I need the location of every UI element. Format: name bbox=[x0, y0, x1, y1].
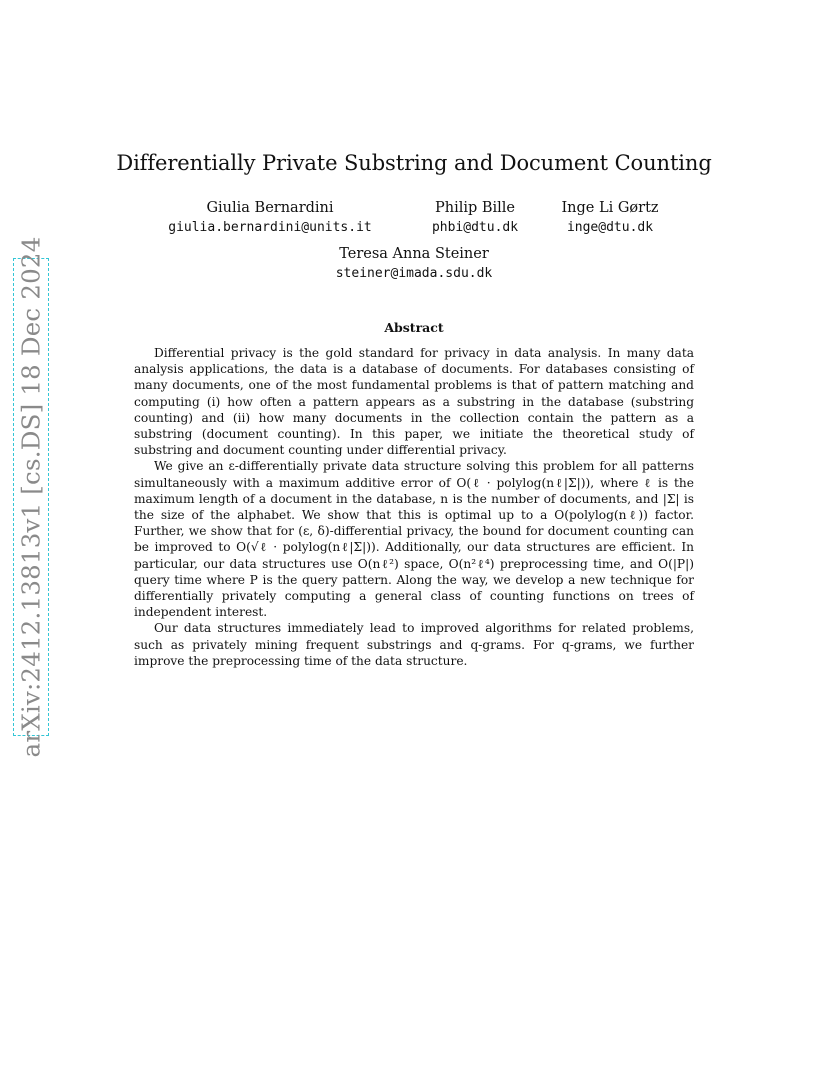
author-block-4 bbox=[314, 245, 514, 283]
author-block-2 bbox=[415, 199, 535, 237]
abstract-paragraph: Our data structures immediately lead to improved algorithms for related problems, such as privately mining frequent substrings and q-grams. For q-grams, we further improve the preprocessing time of the data structure. bbox=[134, 621, 694, 668]
author-name: Inge Li Gørtz bbox=[561, 200, 659, 216]
abstract-paragraph: Differential privacy is the gold standard for privacy in data analysis. In many data analysis applications, the data is a database of documents. For databases consisting of many documents, one of the most fundamental problems is that of pattern matching and computing (i) how often a pattern appears as a substring in the database (substring counting) and (ii) how many documents in the collection contain the pattern as a substring (document counting). In this paper, we initiate the theoretical study of substring and document counting under differential privacy. bbox=[134, 346, 694, 458]
author-name: Philip Bille bbox=[434, 200, 516, 216]
author-email: steiner@imada.sdu.dk bbox=[335, 266, 493, 281]
author-email: giulia.bernardini@units.it bbox=[168, 220, 372, 235]
abstract-heading: Abstract bbox=[384, 320, 444, 335]
author-email: inge@dtu.dk bbox=[566, 220, 654, 235]
arxiv-identifier: arXiv:2412.13813v1 [cs.DS] 18 Dec 2024 bbox=[16, 236, 46, 758]
author-email: phbi@dtu.dk bbox=[431, 220, 519, 235]
author-name: Teresa Anna Steiner bbox=[339, 246, 489, 262]
paper-title: Differentially Private Substring and Document Counting bbox=[116, 151, 712, 175]
abstract-body bbox=[134, 345, 694, 669]
abstract-paragraph: We give an ε-differentially private data structure solving this problem for all patterns simultaneously with a maximum additive error of O(ℓ · polylog(nℓ|Σ|)), where ℓ is the maximum length of a document in the database, n is the number of documents, and |Σ| is the size of the alphabet. We show that this is optimal up to a O(polylog(nℓ)) factor. Further, we show that for (ε, δ)-differential privacy, the bound for document counting can be improved to O(√ℓ · polylog(nℓ|Σ|)). Additionally, our data structures are efficient. In particular, our data structures use O(nℓ²) space, O(n²ℓ⁴) preprocessing time, and O(|P|) query time where P is the query pattern. Along the way, we develop a new technique for differentially privately computing a general class of counting functions on trees of independent interest. bbox=[134, 459, 694, 620]
author-name: Giulia Bernardini bbox=[206, 200, 334, 216]
author-block-1 bbox=[160, 199, 380, 237]
author-block-3 bbox=[550, 199, 670, 237]
